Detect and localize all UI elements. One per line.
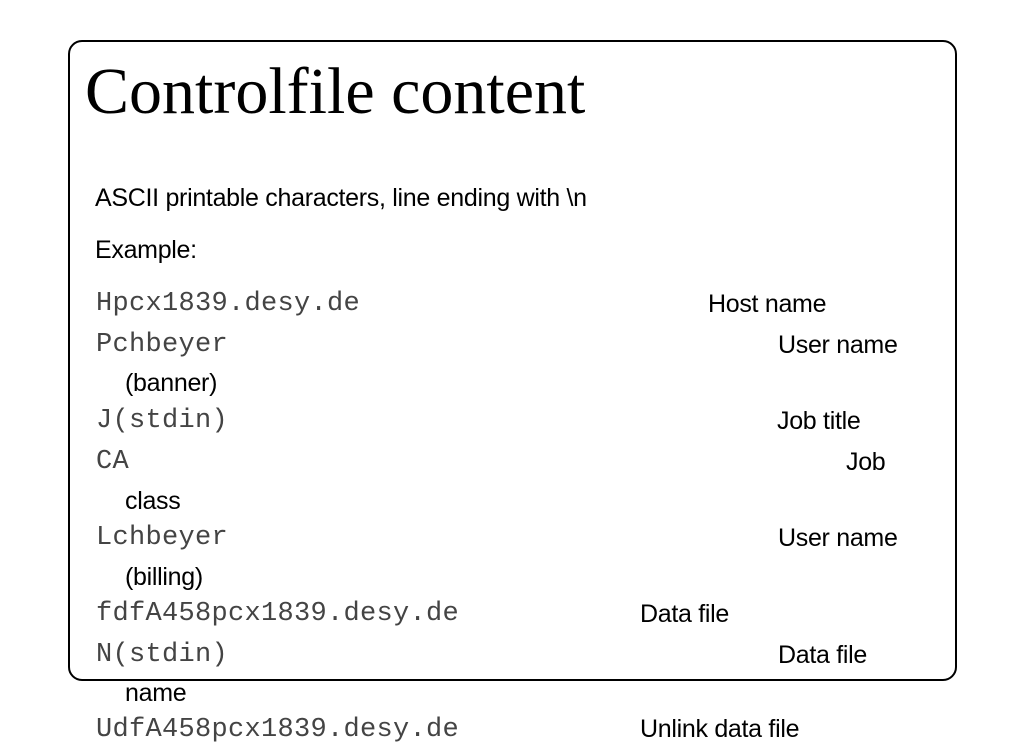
control-line-code: N(stdin): [96, 640, 229, 670]
slide-title: Controlfile content: [85, 55, 586, 128]
control-line-description: Job title: [777, 407, 861, 435]
control-line-description: User name: [778, 524, 898, 552]
control-line-code: Hpcx1839.desy.de: [96, 289, 361, 319]
control-line-description: Host name: [708, 290, 827, 318]
control-line-description: Unlink data file: [640, 715, 800, 743]
control-line-code: UdfA458pcx1839.desy.de: [96, 715, 460, 745]
control-line-description-wrap: (billing): [125, 563, 203, 591]
control-line-code: CA: [96, 447, 130, 477]
control-line-code: J(stdin): [96, 406, 229, 436]
control-line-description: Data file: [778, 641, 868, 669]
control-line-description-wrap: class: [125, 487, 181, 515]
control-line-code: fdfA458pcx1839.desy.de: [96, 599, 460, 629]
control-line-description: Data file: [640, 600, 730, 628]
intro-text: ASCII printable characters, line ending with \n: [95, 184, 587, 212]
control-line-code: Pchbeyer: [96, 330, 229, 360]
example-label: Example:: [95, 236, 197, 264]
control-line-description-wrap: (banner): [125, 369, 218, 397]
control-line-code: Lchbeyer: [96, 523, 229, 553]
control-line-description: User name: [778, 331, 898, 359]
control-line-description-wrap: name: [125, 679, 187, 707]
control-line-description: Job: [846, 448, 886, 476]
